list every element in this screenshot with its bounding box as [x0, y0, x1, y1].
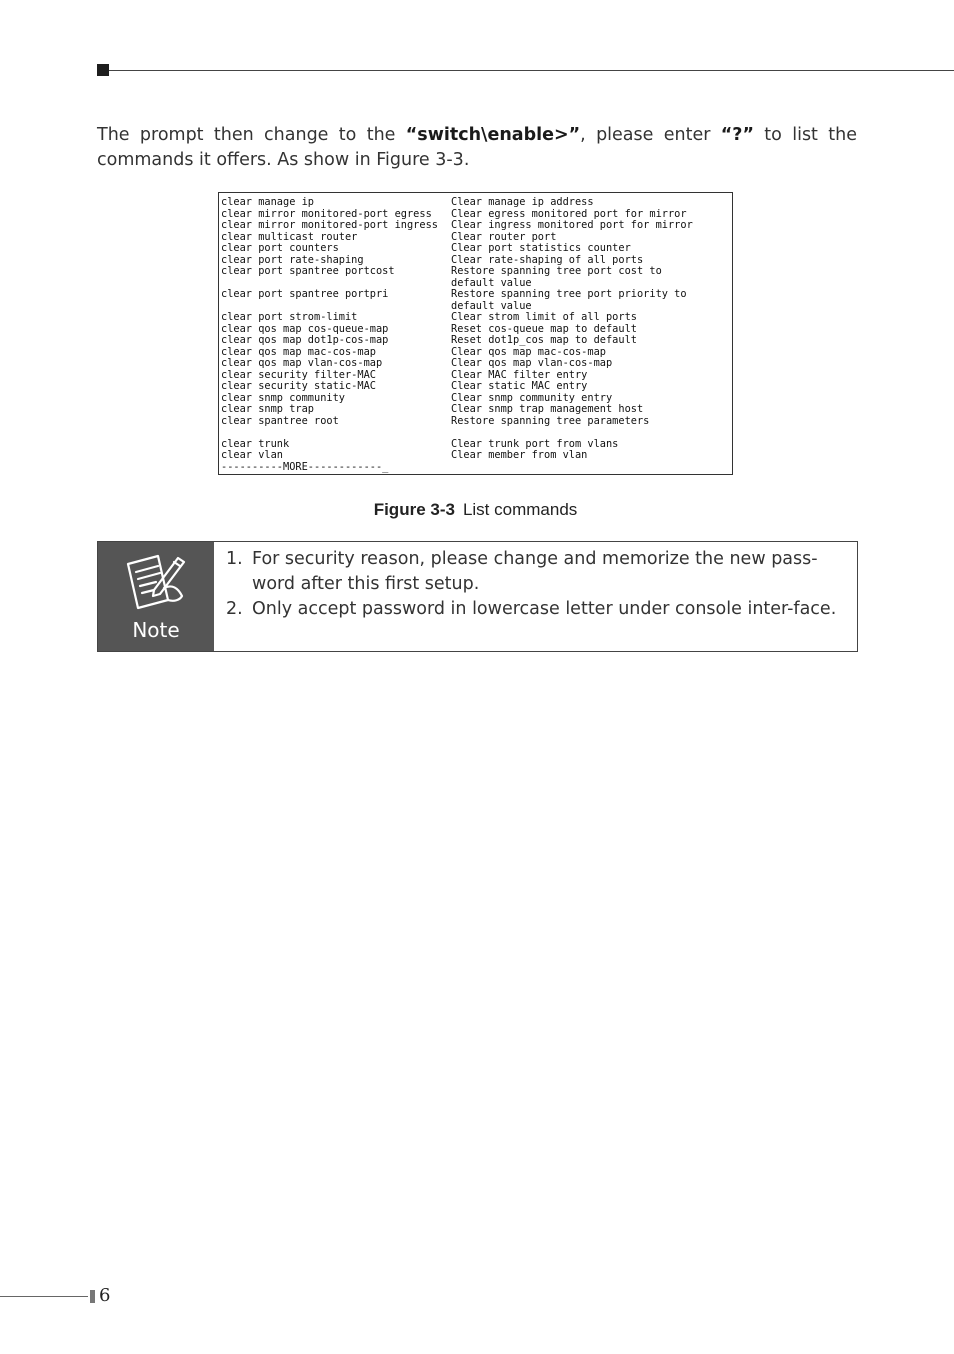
console-command: clear port spantree portpri	[221, 289, 389, 300]
console-command: clear qos map mac-cos-map	[221, 346, 376, 358]
console-command: clear security static-MAC	[221, 381, 376, 392]
console-row	[221, 266, 732, 278]
console-command: clear multicast router	[221, 231, 358, 243]
console-row	[221, 312, 732, 324]
console-row	[221, 301, 732, 313]
console-row	[221, 358, 732, 370]
console-command: clear manage ip	[221, 197, 314, 208]
console-command: clear trunk	[221, 438, 290, 450]
console-description: Reset dot1p_cos map to default	[451, 335, 637, 346]
intro-text-middle: , please enter	[580, 125, 721, 145]
console-row	[221, 289, 732, 301]
console-description: Clear strom limit of all ports	[451, 312, 637, 323]
console-command	[221, 427, 451, 439]
console-row	[221, 335, 732, 347]
console-screenshot	[218, 192, 733, 475]
footer-rule	[0, 1296, 88, 1297]
console-command: clear mirror monitored-port egress	[221, 208, 432, 220]
console-description: Clear MAC filter entry	[451, 369, 588, 381]
console-description: default value	[451, 277, 532, 289]
console-description: Restore spanning tree port cost to	[451, 266, 662, 277]
intro-prompt-bold: “switch\enable>”	[405, 125, 581, 145]
console-row	[221, 197, 732, 209]
console-command	[221, 301, 451, 313]
figure-number: Figure 3-3	[373, 500, 455, 519]
console-description: Clear trunk port from vlans	[451, 438, 619, 450]
footer-mark	[90, 1290, 95, 1303]
page-number: 6	[99, 1285, 111, 1306]
note-item-number: 1.	[226, 549, 243, 569]
console-row	[221, 347, 732, 359]
console-row	[221, 393, 732, 405]
console-row	[221, 450, 732, 462]
console-description: Clear rate-shaping of all ports	[451, 254, 644, 266]
console-row	[221, 324, 732, 336]
console-description	[451, 427, 732, 439]
console-row	[221, 232, 732, 244]
console-row	[221, 439, 732, 451]
console-row	[221, 243, 732, 255]
console-row	[221, 404, 732, 416]
console-command: clear port strom-limit	[221, 312, 358, 323]
note-item	[226, 597, 843, 622]
console-row	[221, 427, 732, 439]
console-row	[221, 381, 732, 393]
note-label: Note	[132, 618, 180, 642]
console-command	[221, 278, 451, 290]
console-command: clear vlan	[221, 450, 283, 461]
intro-help-bold: “?”	[720, 125, 754, 145]
note-writing-icon	[120, 550, 192, 614]
console-row	[221, 209, 732, 221]
console-description: Restore spanning tree parameters	[451, 415, 650, 427]
console-description: Clear snmp trap management host	[451, 404, 644, 415]
console-command: clear qos map vlan-cos-map	[221, 358, 383, 369]
console-command: clear mirror monitored-port ingress	[221, 220, 438, 231]
note-box	[97, 541, 858, 652]
console-description: Clear member from vlan	[451, 450, 588, 461]
console-description: Clear router port	[451, 231, 557, 243]
console-description: Clear manage ip address	[451, 197, 594, 208]
console-description: Clear ingress monitored port for mirror	[451, 220, 693, 231]
console-row	[221, 416, 732, 428]
note-item-number: 2.	[226, 599, 243, 619]
note-item-text: For security reason, please change and memorize the new pass-word after this first setup.	[252, 549, 818, 594]
intro-text-after: to list the commands it offers. As show in Figure 3-3.	[97, 125, 857, 170]
console-description: Reset cos-queue map to default	[451, 323, 637, 335]
console-description: Clear qos map vlan-cos-map	[451, 358, 613, 369]
console-command: clear spantree root	[221, 415, 339, 427]
figure-title: List commands	[462, 500, 578, 519]
console-more-prompt: ----------MORE------------_	[221, 460, 389, 473]
console-rows	[221, 197, 732, 462]
note-list	[214, 542, 857, 651]
intro-paragraph	[97, 123, 857, 173]
console-description: default value	[451, 300, 532, 312]
header-square-mark	[97, 64, 109, 76]
console-description: Clear static MAC entry	[451, 381, 588, 392]
console-command: clear snmp community	[221, 392, 345, 404]
console-row	[221, 255, 732, 267]
console-row	[221, 278, 732, 290]
console-description: Clear snmp community entry	[451, 392, 613, 404]
console-description: Clear port statistics counter	[451, 243, 631, 254]
console-row	[221, 220, 732, 232]
note-item-text: Only accept password in lowercase letter under console inter-face.	[252, 599, 837, 619]
console-command: clear snmp trap	[221, 404, 314, 415]
intro-text-before: The prompt then change to the	[97, 125, 406, 145]
console-command: clear port rate-shaping	[221, 254, 364, 266]
console-description: Restore spanning tree port priority to	[451, 289, 687, 300]
console-command: clear qos map cos-queue-map	[221, 323, 389, 335]
console-description: Clear egress monitored port for mirror	[451, 208, 687, 220]
figure-caption	[218, 500, 733, 520]
console-command: clear port counters	[221, 243, 339, 254]
console-command: clear qos map dot1p-cos-map	[221, 335, 389, 346]
console-command: clear port spantree portcost	[221, 266, 395, 277]
header-rule	[109, 70, 954, 71]
console-description: Clear qos map mac-cos-map	[451, 346, 606, 358]
console-row	[221, 370, 732, 382]
note-item	[226, 547, 843, 597]
note-sidebar	[98, 542, 214, 651]
console-command: clear security filter-MAC	[221, 369, 376, 381]
